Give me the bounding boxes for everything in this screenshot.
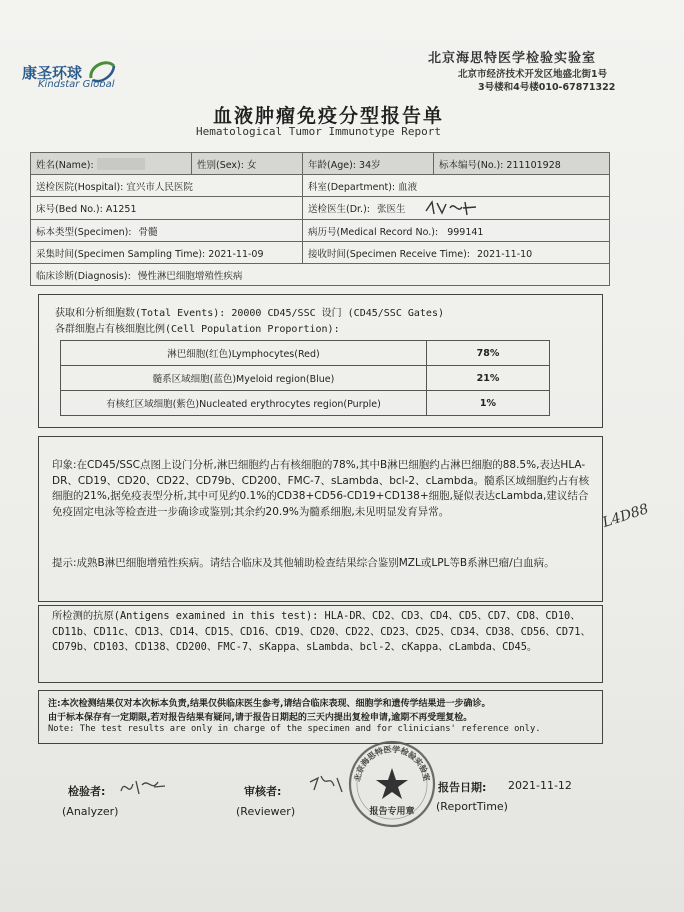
handwritten-note: L4D88 xyxy=(600,501,651,531)
report-seal xyxy=(346,738,438,830)
record-value: 999141 xyxy=(447,226,484,238)
doctor-label: 送检医生(Dr.): xyxy=(308,204,370,215)
note-line1: 注:本次检测结果仅对本次标本负责,结果仅供临床医生参考,请结合临床表现、细胞学和遗传学结果进一步确诊。 xyxy=(48,699,491,709)
note-line2: 由于标本保存有一定期限,若对报告结果有疑问,请于报告日期起的三天内提出复检申请,逾期不再受理复检。 xyxy=(48,713,473,723)
lab-address-line2: 3号楼和4号楼010-67871322 xyxy=(478,82,616,93)
population-row xyxy=(61,341,550,366)
population-value: 21% xyxy=(427,366,550,391)
receive-value: 2021-11-10 xyxy=(477,248,533,260)
reviewer-en: (Reviewer) xyxy=(236,805,296,818)
reviewer-label: 审核者: xyxy=(244,785,282,798)
note-line3: Note: The test results are only in charge of the specimen and for clinicians' reference only. xyxy=(48,724,541,734)
age-cell xyxy=(303,153,434,175)
population-row xyxy=(61,366,550,391)
lab-name: 北京海思特医学检验实验室 xyxy=(428,51,597,66)
sample-no-label: 标本编号(No.): xyxy=(439,159,504,171)
specimen-label: 标本类型(Specimen): xyxy=(36,226,132,238)
receive-cell xyxy=(303,242,610,264)
department-cell xyxy=(303,175,610,197)
sample-no-value: 211101928 xyxy=(506,159,561,171)
population-label: 有核红区域细胞(紫色)Nucleated erythrocytes region(Purple) xyxy=(61,391,427,416)
hint-text: 提示:成熟B淋巴细胞增殖性疾病。请结合临床及其他辅助检查结果综合鉴别MZL或LPL等B系淋巴瘤/白血病。 xyxy=(52,557,555,569)
population-label: 淋巴细胞(红色)Lymphocytes(Red) xyxy=(61,341,427,366)
record-cell xyxy=(303,220,610,242)
doctor-cell xyxy=(303,197,610,220)
department-value: 血液 xyxy=(398,181,418,193)
seal-text: 报告专用章 xyxy=(369,807,415,817)
sex-cell xyxy=(192,153,303,175)
population-row xyxy=(61,391,550,416)
logo-en: Kindstar Global xyxy=(38,79,115,90)
sex-value: 女 xyxy=(246,159,257,171)
report-title-en: Hematological Tumor Immunotype Report xyxy=(196,125,442,138)
bed-cell xyxy=(31,197,303,220)
report-date-value: 2021-11-12 xyxy=(508,779,572,792)
population-table xyxy=(60,340,550,416)
population-label: 髓系区域细胞(蓝色)Myeloid region(Blue) xyxy=(61,366,427,391)
diagnosis-label: 临床诊断(Diagnosis): xyxy=(36,270,131,282)
hospital-cell xyxy=(31,175,303,197)
doctor-signature xyxy=(423,199,479,217)
logo-cn: 康圣环球 xyxy=(22,64,83,82)
specimen-value: 骨髓 xyxy=(138,226,158,238)
diagnosis-cell xyxy=(31,264,610,286)
reviewer-signature xyxy=(306,772,346,796)
sample-no-cell xyxy=(434,153,610,175)
record-label: 病历号(Medical Record No.): xyxy=(308,226,439,238)
total-events-line: 获取和分析细胞数(Total Events): 20000 CD45/SSC 设门 (CD45/SSC Gates) xyxy=(55,308,444,319)
sex-label: 性别(Sex): xyxy=(197,159,244,171)
analyzer-en: (Analyzer) xyxy=(62,805,119,818)
impression-text: 印象:在CD45/SSC点图上设门分析,淋巴细胞约占有核细胞的78%,其中B淋巴细胞约占淋巴细胞的88.5%,表达HLA-DR、CD19、CD20、CD22、CD79b、CD200、FMC-7、sLambda、bcl-2、cLambda。髓系区域细胞约占有核细胞的21%,据免疫表型分析,其中可见约0.1%的CD38+CD56-CD19+CD138+细胞,疑似表达cLambda,建议结合免疫固定电泳等检查进一步确诊或鉴别;其余约20.9%为髓系细胞,未见明显发育异常。 xyxy=(52,459,590,518)
analyzer-signature xyxy=(118,776,168,798)
doctor-value: 张医生 xyxy=(377,204,406,215)
age-value: 34岁 xyxy=(359,159,381,171)
name-redaction xyxy=(97,158,145,170)
diagnosis-value: 慢性淋巴细胞增殖性疾病 xyxy=(137,270,243,282)
name-label: 姓名(Name): xyxy=(36,159,94,171)
report-title: 血液肿瘤免疫分型报告单 xyxy=(213,105,445,127)
sampling-value: 2021-11-09 xyxy=(208,248,264,260)
department-label: 科室(Department): xyxy=(308,181,396,193)
hospital-label: 送检医院(Hospital): xyxy=(36,181,124,193)
sampling-label: 采集时间(Specimen Sampling Time): xyxy=(36,248,206,260)
specimen-cell xyxy=(31,220,303,242)
age-label: 年龄(Age): xyxy=(308,159,356,171)
patient-info-table xyxy=(30,152,610,286)
bed-label: 床号(Bed No.): xyxy=(36,204,103,215)
population-value: 1% xyxy=(427,391,550,416)
antigens-text: 所检测的抗原(Antigens examined in this test): HLA-DR、CD2、CD3、CD4、CD5、CD7、CD8、CD10、CD11b、CD11c、CD13、CD14、CD15、CD16、CD19、CD20、CD22、CD23、CD25、CD34、CD38、CD56、CD71、CD79b、CD103、CD138、CD200、FMC-7、sKappa、sLambda、bcl-2、cKappa、cLambda、CD45。 xyxy=(52,610,591,653)
lab-address-line1: 北京市经济技术开发区地盛北街1号 xyxy=(458,69,608,80)
sampling-cell xyxy=(31,242,303,264)
seal-arc-text: 北京海思特医学检验实验室 xyxy=(352,744,432,783)
report-date-label: 报告日期: xyxy=(438,781,487,794)
population-value: 78% xyxy=(427,341,550,366)
analyzer-label: 检验者: xyxy=(68,785,106,798)
proportion-line: 各群细胞占有核细胞比例(Cell Population Proportion): xyxy=(55,324,340,335)
bed-value: A1251 xyxy=(105,204,137,215)
name-cell xyxy=(31,153,192,175)
report-time-en: (ReportTime) xyxy=(436,800,508,813)
hospital-value: 宜兴市人民医院 xyxy=(126,181,193,193)
receive-label: 接收时间(Specimen Receive Time): xyxy=(308,248,470,260)
